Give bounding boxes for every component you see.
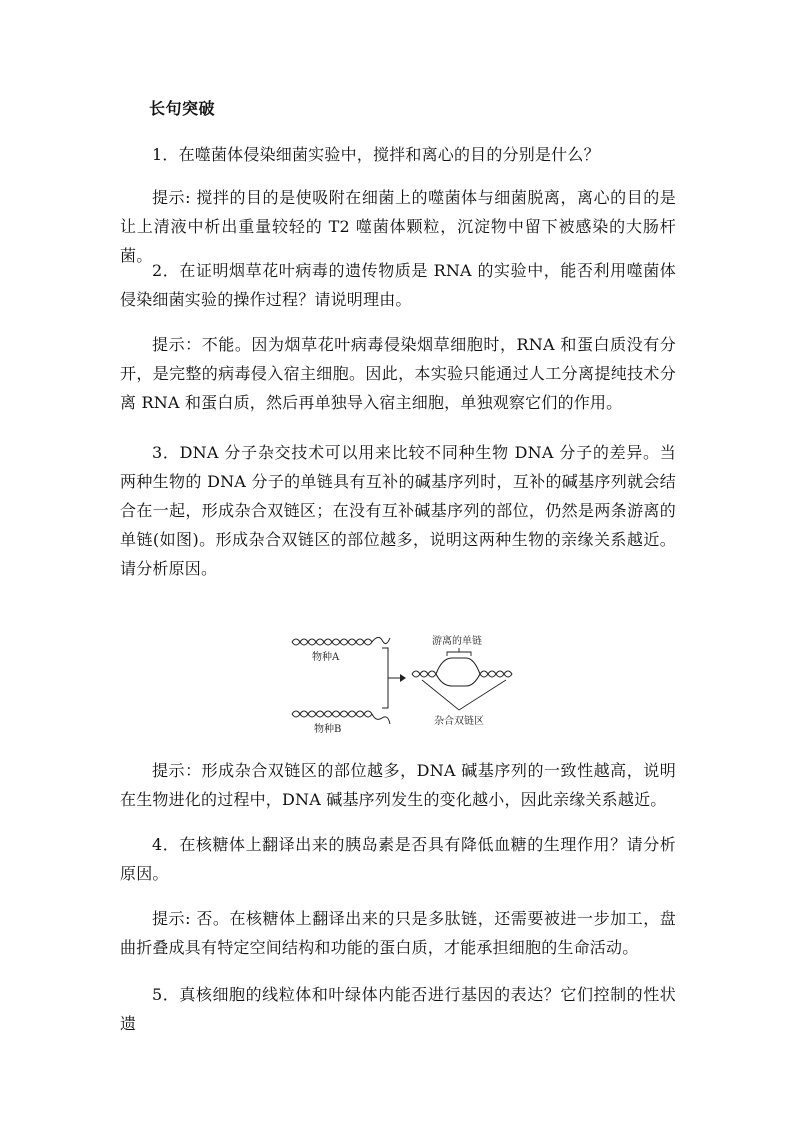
species-b-label: 物种B bbox=[314, 724, 342, 735]
answer-2: 提示：不能。因为烟草花叶病毒侵染烟草细胞时，RNA 和蛋白质没有分开，是完整的病毒侵入宿主细胞。因此，本实验只能通过人工分离提纯技术分离 RNA 和蛋白质，然后再单独导入宿主细胞，单独观察它们的作用。 bbox=[120, 335, 676, 412]
question-1: 1．在噬菌体侵染细菌实验中，搅拌和离心的目的分别是什么？ bbox=[152, 145, 600, 164]
dna-hybridization-diagram bbox=[284, 618, 524, 742]
species-a-tail bbox=[372, 637, 390, 643]
answer-4: 提示: 否。在核糖体上翻译出来的只是多肽链，还需要被进一步加工，盘曲折叠成具有特定空间结构和功能的蛋白质，才能承担细胞的生命活动。 bbox=[120, 909, 676, 957]
combine-arrow-head bbox=[400, 674, 406, 682]
species-a-label: 物种A bbox=[312, 652, 340, 663]
hybrid-region-label: 杂合双链区 bbox=[434, 716, 484, 727]
single-strand-label: 游离的单链 bbox=[432, 636, 482, 647]
species-a-strand-2 bbox=[292, 639, 372, 645]
hybrid-left-strand-1 bbox=[412, 671, 436, 677]
hybrid-left-strand-2 bbox=[412, 671, 436, 677]
question-4: 4．在核糖体上翻译出来的胰岛素是否具有降低血糖的生理作用？请分析原因。 bbox=[120, 835, 676, 883]
answer-3: 提示：形成杂合双链区的部位越多，DNA 碱基序列的一致性越高，说明在生物进化的过程中，DNA 碱基序列发生的变化越小，因此亲缘关系越近。 bbox=[120, 761, 676, 809]
single-strand-bottom bbox=[436, 674, 480, 686]
answer-1: 提示: 搅拌的目的是使吸附在细菌上的噬菌体与细菌脱离，离心的目的是让上清液中析出重量较轻的 T2 噬菌体颗粒，沉淀物中留下被感染的大肠杆菌。 bbox=[120, 188, 676, 265]
species-b-strand-2 bbox=[292, 711, 372, 717]
hybrid-right-strand-2 bbox=[480, 671, 512, 677]
question-2: 2．在证明烟草花叶病毒的遗传物质是 RNA 的实验中，能否利用噬菌体侵染细菌实验的操作过程？请说明理由。 bbox=[120, 261, 676, 309]
single-strand-top bbox=[436, 658, 480, 674]
question-3: 3．DNA 分子杂交技术可以用来比较不同种生物 DNA 分子的差异。当两种生物的 DNA 分子的单链具有互补的碱基序列时，互补的碱基序列就会结合在一起，形成杂合双链区；在没有互补碱基序列的部位，仍然是两条游离的单链(如图)。形成杂合双链区的部位越多，说明这两种生物的亲缘关系越近。请分析原因。 bbox=[120, 443, 676, 578]
section-heading: 长句突破 bbox=[149, 99, 216, 118]
question-5: 5．真核细胞的线粒体和叶绿体内能否进行基因的表达？它们控制的性状遗 bbox=[120, 985, 676, 1033]
species-b-tail bbox=[372, 714, 390, 724]
hybrid-region-pointer bbox=[422, 680, 506, 710]
single-strand-brace bbox=[447, 648, 471, 656]
dna-hybridization-figure bbox=[284, 618, 524, 742]
combine-bracket bbox=[382, 648, 388, 708]
